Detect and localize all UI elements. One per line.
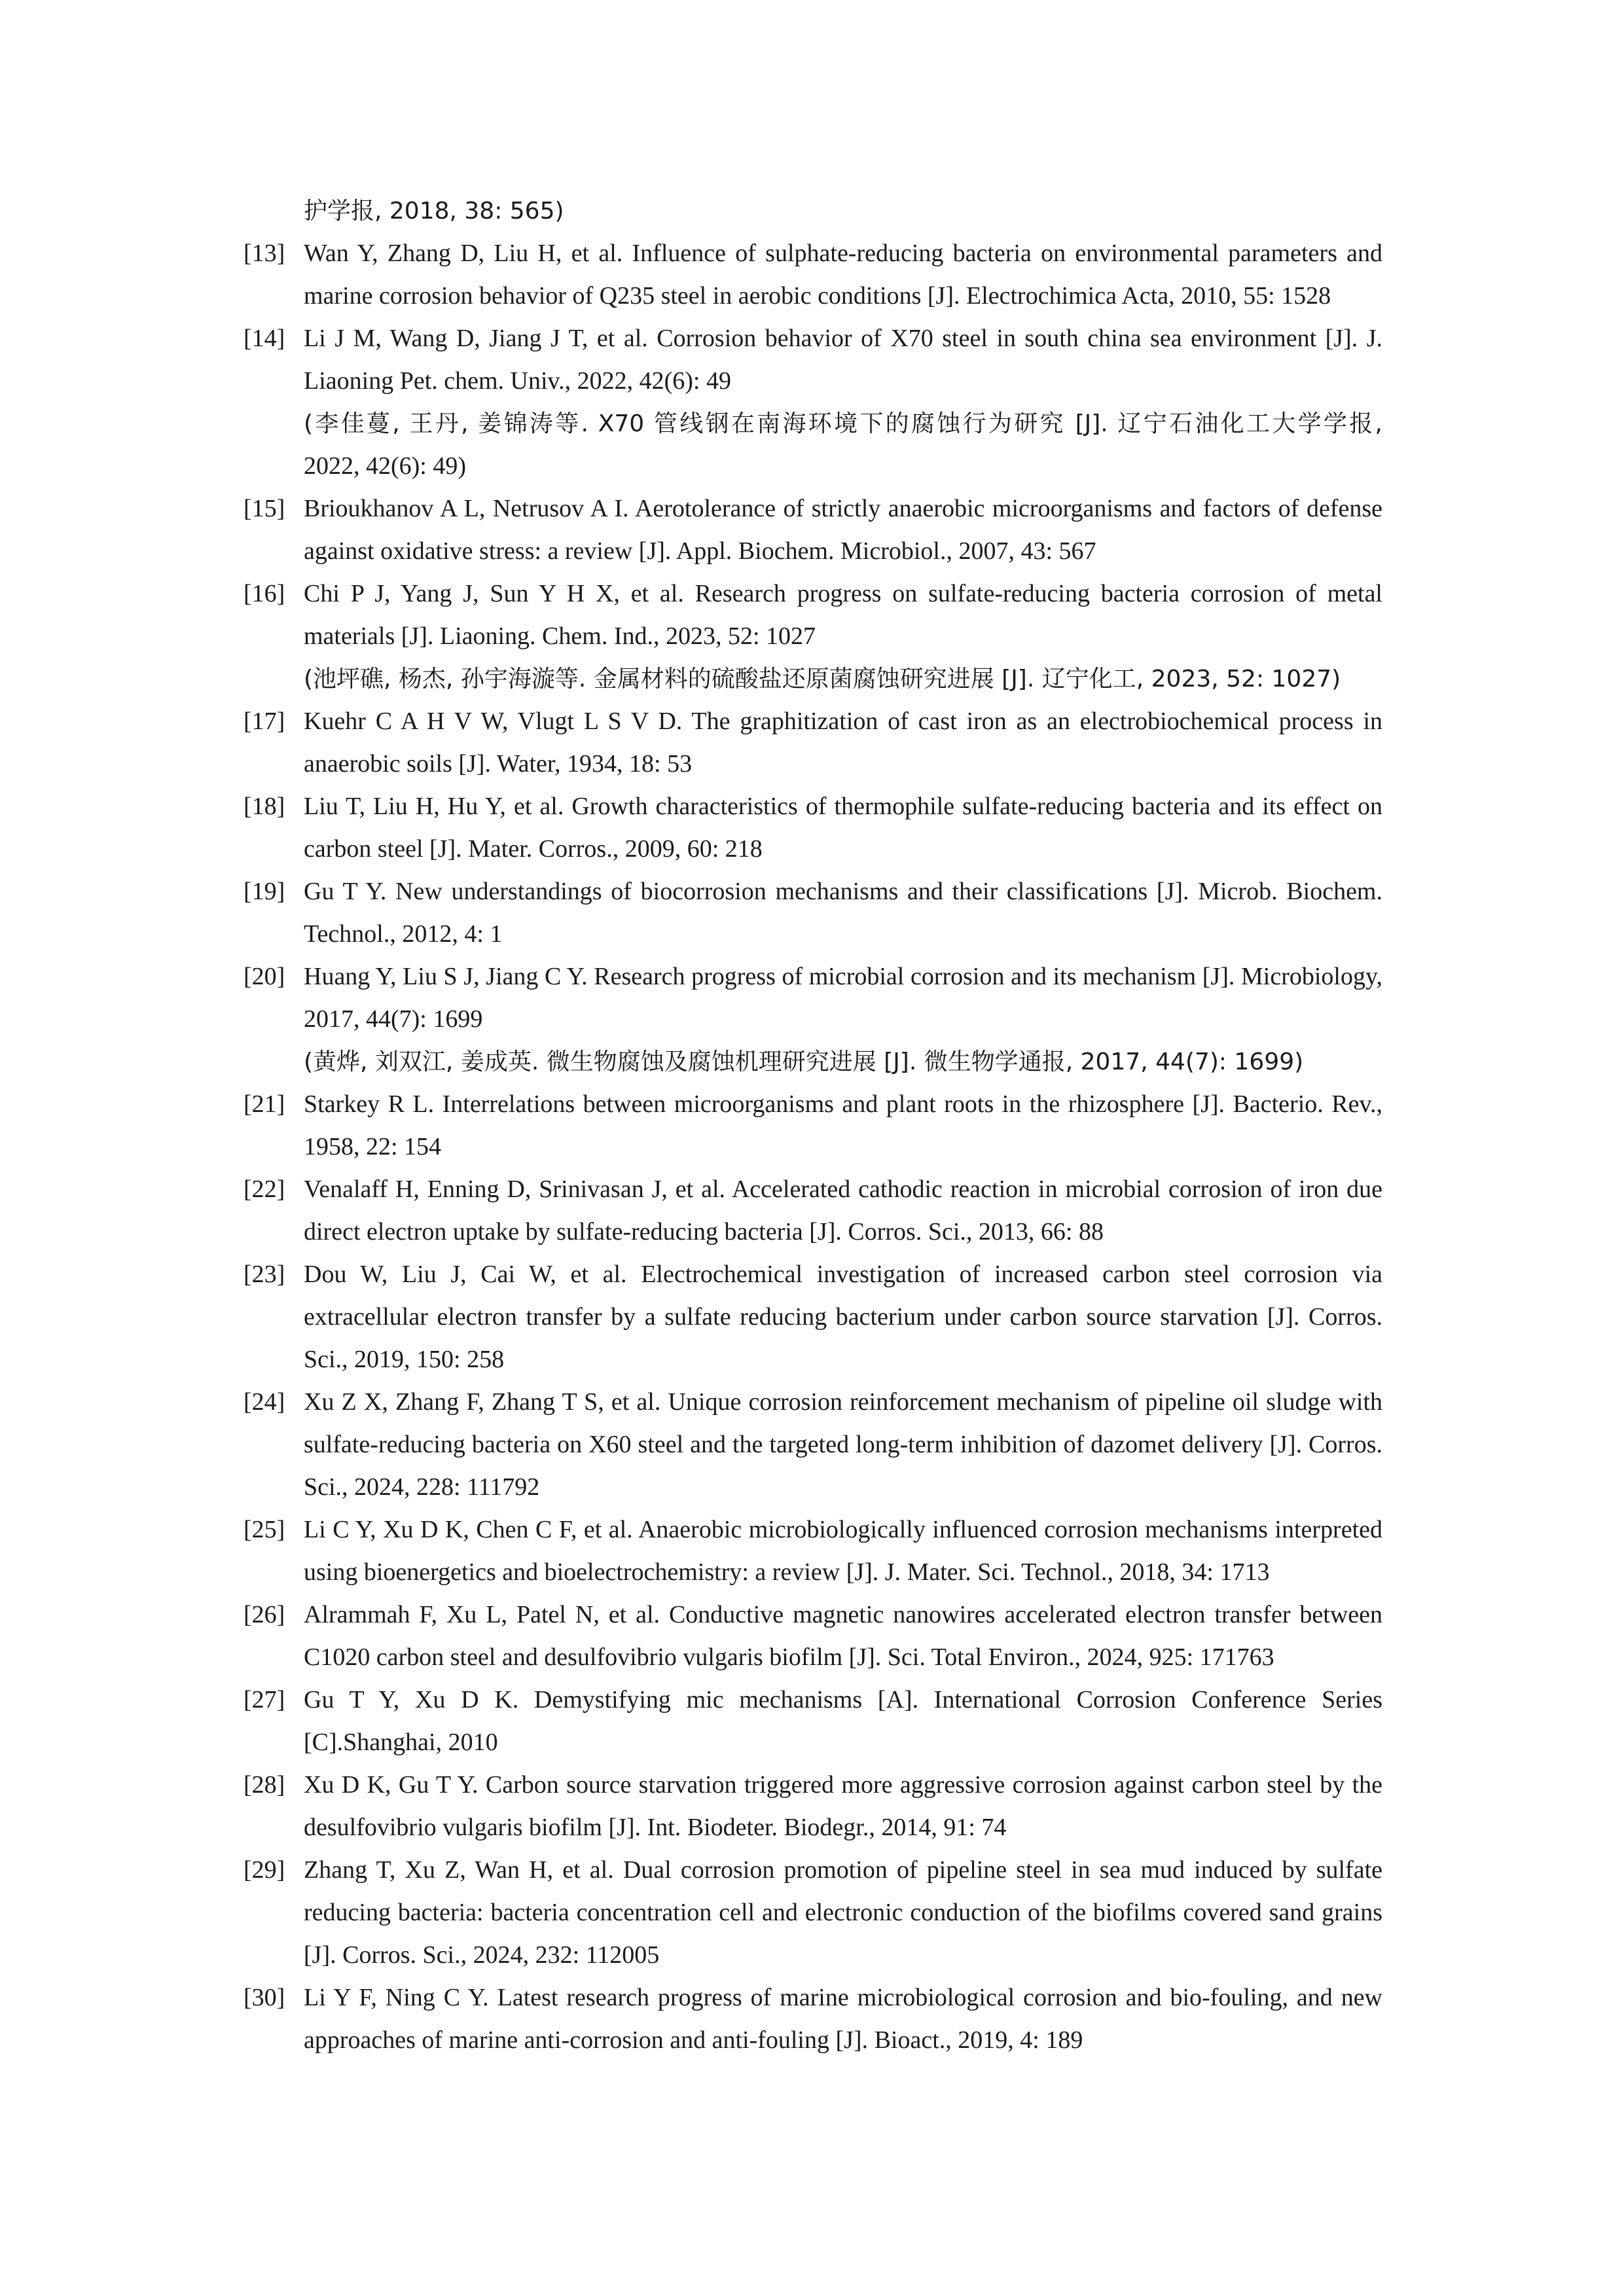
reference-line [244, 275, 1382, 317]
reference-line [244, 998, 1382, 1041]
reference-line [244, 403, 1382, 445]
reference-line [244, 573, 1382, 615]
reference-text: Starkey R L. Interrelations between microorganisms and plant roots in the rhizosphere [J]. Bacterio. Rev., [304, 1090, 1382, 1118]
reference-text: (李佳蔓, 王丹, 姜锦涛等. X70 管线钢在南海环境下的腐蚀行为研究 [J]. 辽宁石油化工大学学报, [304, 410, 1382, 437]
reference-line [244, 1977, 1382, 2019]
reference-entry [244, 190, 1382, 232]
reference-line [244, 1424, 1382, 1466]
reference-list [244, 190, 1382, 2062]
reference-entry [244, 1977, 1382, 2062]
reference-line [244, 1892, 1382, 1934]
reference-text: Li C Y, Xu D K, Chen C F, et al. Anaerobic microbiologically influenced corrosion mechanisms interpreted [304, 1516, 1382, 1543]
reference-text: Li J M, Wang D, Jiang J T, et al. Corrosion behavior of X70 steel in south china sea environment [J]. J. [304, 325, 1382, 352]
reference-text: [J]. Corros. Sci., 2024, 232: 112005 [304, 1941, 660, 1969]
reference-entry [244, 1679, 1382, 1764]
reference-entry [244, 1253, 1382, 1381]
reference-text: carbon steel [J]. Mater. Corros., 2009, 60: 218 [304, 835, 763, 863]
reference-entry [244, 1849, 1382, 1977]
reference-line [244, 956, 1382, 998]
reference-text: Xu Z X, Zhang F, Zhang T S, et al. Unique corrosion reinforcement mechanism of pipeline oil sludge with [304, 1388, 1382, 1416]
reference-line [244, 1509, 1382, 1551]
reference-text: sulfate-reducing bacteria on X60 steel and the targeted long-term inhibition of dazomet delivery [J]. Corros. [304, 1431, 1382, 1458]
reference-line [244, 530, 1382, 573]
reference-line [244, 1636, 1382, 1679]
reference-line [244, 913, 1382, 956]
reference-number: [22] [244, 1175, 285, 1203]
reference-line [244, 1083, 1382, 1126]
reference-text: Li Y F, Ning C Y. Latest research progress of marine microbiological corrosion and bio-fouling, and new [304, 1984, 1382, 2011]
reference-text: Technol., 2012, 4: 1 [304, 920, 503, 948]
reference-text: [C].Shanghai, 2010 [304, 1729, 498, 1756]
reference-entry [244, 1168, 1382, 1253]
reference-line [244, 317, 1382, 360]
reference-number: [14] [244, 325, 285, 352]
reference-entry [244, 870, 1382, 956]
reference-entry [244, 1509, 1382, 1594]
reference-text: Chi P J, Yang J, Sun Y H X, et al. Research progress on sulfate-reducing bacteria corrosion of metal [304, 580, 1382, 607]
reference-entry [244, 785, 1382, 870]
reference-line [244, 1338, 1382, 1381]
reference-text: Gu T Y. New understandings of biocorrosion mechanisms and their classifications [J]. Microb. Biochem. [304, 878, 1382, 905]
reference-number: [23] [244, 1261, 285, 1288]
reference-number: [24] [244, 1388, 285, 1416]
reference-text: desulfovibrio vulgaris biofilm [J]. Int. Biodeter. Biodegr., 2014, 91: 74 [304, 1814, 1007, 1841]
reference-entry [244, 700, 1382, 785]
reference-line [244, 1679, 1382, 1721]
reference-text: approaches of marine anti-corrosion and anti-fouling [J]. Bioact., 2019, 4: 189 [304, 2026, 1083, 2054]
reference-text: Alrammah F, Xu L, Patel N, et al. Conductive magnetic nanowires accelerated electron transfer between [304, 1601, 1382, 1628]
reference-text: Venalaff H, Enning D, Srinivasan J, et al. Accelerated cathodic reaction in microbial corrosion of iron due [304, 1175, 1382, 1203]
reference-number: [15] [244, 495, 285, 522]
reference-text: using bioenergetics and bioelectrochemistry: a review [J]. J. Mater. Sci. Technol., 2018, 34: 1713 [304, 1558, 1270, 1586]
reference-entry [244, 956, 1382, 1083]
reference-number: [26] [244, 1601, 285, 1628]
reference-line [244, 1211, 1382, 1253]
reference-line [244, 360, 1382, 403]
reference-line [244, 1253, 1382, 1296]
reference-text: Gu T Y, Xu D K. Demystifying mic mechanisms [A]. International Corrosion Conference Series [304, 1686, 1382, 1713]
reference-number: [16] [244, 580, 285, 607]
reference-entry [244, 1083, 1382, 1168]
reference-text: anaerobic soils [J]. Water, 1934, 18: 53 [304, 750, 693, 778]
reference-number: [19] [244, 878, 285, 905]
reference-text: 2022, 42(6): 49) [304, 452, 467, 480]
reference-text: Wan Y, Zhang D, Liu H, et al. Influence of sulphate-reducing bacteria on environmental parameters and [304, 240, 1382, 267]
reference-number: [13] [244, 240, 285, 267]
reference-line [244, 785, 1382, 828]
reference-entry [244, 317, 1382, 488]
reference-text: direct electron uptake by sulfate-reducing bacteria [J]. Corros. Sci., 2013, 66: 88 [304, 1218, 1104, 1246]
reference-line [244, 1381, 1382, 1424]
reference-text: C1020 carbon steel and desulfovibrio vulgaris biofilm [J]. Sci. Total Environ., 2024, 925: 171763 [304, 1643, 1274, 1671]
reference-line [244, 828, 1382, 870]
reference-text: Zhang T, Xu Z, Wan H, et al. Dual corrosion promotion of pipeline steel in sea mud induced by sulfate [304, 1856, 1382, 1884]
reference-line [244, 700, 1382, 743]
reference-entry [244, 488, 1382, 573]
reference-entry [244, 573, 1382, 700]
reference-line [244, 1551, 1382, 1594]
reference-text: Brioukhanov A L, Netrusov A I. Aerotolerance of strictly anaerobic microorganisms and factors of defense [304, 495, 1382, 522]
reference-number: [28] [244, 1771, 285, 1799]
reference-number: [21] [244, 1090, 285, 1118]
reference-text: 2017, 44(7): 1699 [304, 1005, 483, 1033]
reference-line [244, 2019, 1382, 2062]
reference-text: (池坪礁, 杨杰, 孙宇海漩等. 金属材料的硫酸盐还原菌腐蚀研究进展 [J]. 辽宁化工, 2023, 52: 1027) [304, 666, 1341, 692]
reference-line [244, 488, 1382, 530]
reference-text: Sci., 2019, 150: 258 [304, 1346, 505, 1373]
reference-line [244, 190, 1382, 232]
reference-number: [29] [244, 1856, 285, 1884]
reference-line [244, 1594, 1382, 1636]
reference-line [244, 1934, 1382, 1977]
reference-number: [30] [244, 1984, 285, 2011]
reference-line [244, 658, 1382, 700]
reference-text: (黄烨, 刘双江, 姜成英. 微生物腐蚀及腐蚀机理研究进展 [J]. 微生物学通报, 2017, 44(7): 1699) [304, 1049, 1304, 1075]
reference-line [244, 1168, 1382, 1211]
reference-text: marine corrosion behavior of Q235 steel in aerobic conditions [J]. Electrochimica Acta, 2010, 55: 1528 [304, 282, 1331, 310]
reference-number: [25] [244, 1516, 285, 1543]
reference-entry [244, 232, 1382, 317]
reference-line [244, 1296, 1382, 1338]
reference-text: Huang Y, Liu S J, Jiang C Y. Research progress of microbial corrosion and its mechanism [J]. Microbiology, [304, 963, 1382, 990]
reference-line [244, 870, 1382, 913]
reference-number: [17] [244, 708, 285, 735]
reference-text: extracellular electron transfer by a sulfate reducing bacterium under carbon source starvation [J]. Corros. [304, 1303, 1382, 1331]
reference-text: Kuehr C A H V W, Vlugt L S V D. The graphitization of cast iron as an electrobiochemical process in [304, 708, 1382, 735]
reference-entry [244, 1594, 1382, 1679]
reference-line [244, 445, 1382, 488]
reference-text: Liaoning Pet. chem. Univ., 2022, 42(6): 49 [304, 367, 731, 395]
reference-text: reducing bacteria: bacteria concentration cell and electronic conduction of the biofilms covered sand grains [304, 1899, 1382, 1926]
reference-line [244, 232, 1382, 275]
reference-line [244, 615, 1382, 658]
reference-text: 1958, 22: 154 [304, 1133, 442, 1160]
reference-line [244, 1126, 1382, 1168]
reference-line [244, 1764, 1382, 1806]
reference-text: Xu D K, Gu T Y. Carbon source starvation triggered more aggressive corrosion against carbon steel by the [304, 1771, 1382, 1799]
reference-text: Dou W, Liu J, Cai W, et al. Electrochemical investigation of increased carbon steel corrosion via [304, 1261, 1382, 1288]
reference-number: [27] [244, 1686, 285, 1713]
reference-text: Liu T, Liu H, Hu Y, et al. Growth characteristics of thermophile sulfate-reducing bacteria and its effect on [304, 793, 1382, 820]
reference-text: against oxidative stress: a review [J]. Appl. Biochem. Microbiol., 2007, 43: 567 [304, 537, 1096, 565]
reference-number: [18] [244, 793, 285, 820]
reference-entry [244, 1381, 1382, 1509]
reference-line [244, 1721, 1382, 1764]
reference-text: 护学报, 2018, 38: 565) [304, 198, 564, 224]
reference-line [244, 1849, 1382, 1892]
reference-line [244, 1806, 1382, 1849]
reference-line [244, 1041, 1382, 1083]
reference-line [244, 1466, 1382, 1509]
reference-number: [20] [244, 963, 285, 990]
reference-text: materials [J]. Liaoning. Chem. Ind., 2023, 52: 1027 [304, 622, 816, 650]
reference-text: Sci., 2024, 228: 111792 [304, 1473, 540, 1501]
reference-line [244, 743, 1382, 785]
reference-entry [244, 1764, 1382, 1849]
